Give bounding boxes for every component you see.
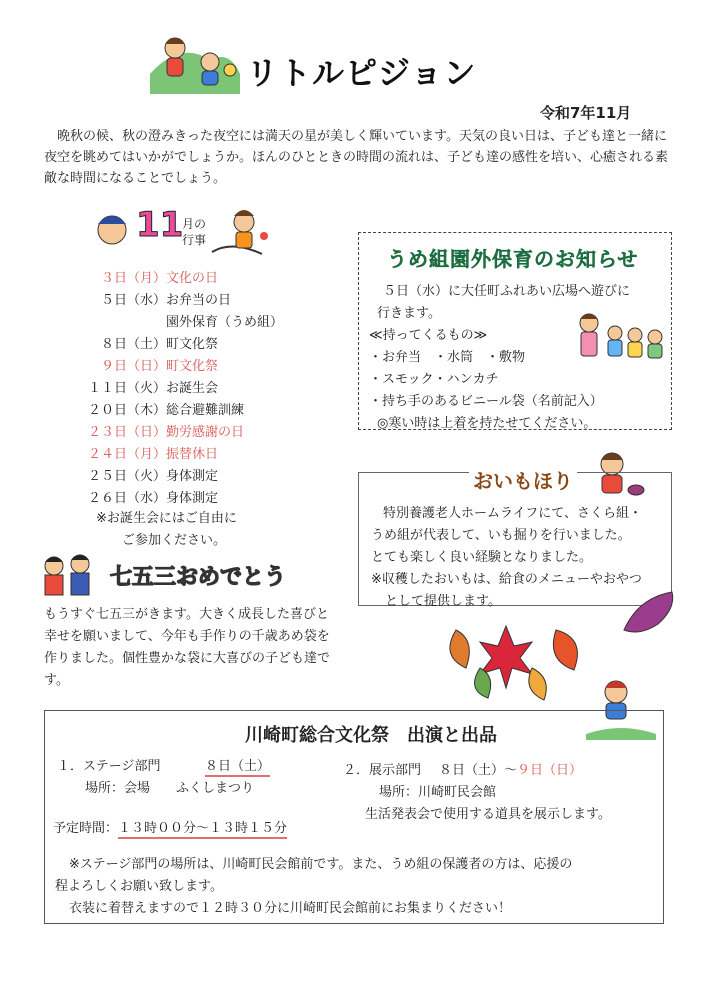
festival-note-3: 衣装に着替えますので１２時３０分に川崎町民会館前にお集まりください！ [69, 901, 512, 916]
festival-note-1: ※ステージ部門の場所は、川崎町民会館前です。また、うめ組の保護者の方は、応援の [69, 857, 573, 872]
event-text: 町文化祭 [166, 359, 219, 374]
festival-note-2: 程よろしくお願い致します。 [55, 879, 223, 894]
issue-date: 令和7年11月 [540, 104, 632, 122]
exhibit-label: ２．展示部門 [343, 763, 422, 778]
svg-text:月の: 月の [182, 217, 207, 231]
stage-label: １．ステージ部門 [57, 759, 161, 774]
newsletter-title: リトルピジョン [246, 54, 477, 92]
event-text: 園外保育（うめ組） [166, 315, 284, 330]
event-date: ５日（水） [100, 293, 166, 308]
outing-notice-box: うめ組園外保育のお知らせ ５日（水）に大任町ふれあい広場へ遊びに 行きます。 ≪持ってくるもの≫ ・お弁当 ・水筒 ・敷物 ・スモック・ハンカチ ・持ち手のあるビニール袋（名前記入） ◎寒い時は上着を持たせてください。 [358, 232, 672, 430]
festival-box [44, 710, 664, 924]
event-list [80, 268, 310, 510]
event-date: ２５日（火） [87, 469, 166, 484]
event-text: 勤労感謝の日 [166, 425, 245, 440]
event-text: 文化の日 [166, 271, 219, 286]
event-item [80, 400, 310, 422]
event-text: 身体測定 [166, 469, 219, 484]
event-date: ８日（土） [100, 337, 166, 352]
event-date: ９日（日） [100, 359, 166, 374]
event-date: ２４日（月） [87, 447, 166, 462]
event-text: 振替休日 [166, 447, 219, 462]
exhibit-place: 場所：川崎町民会館 [379, 785, 497, 800]
event-text: 町文化祭 [166, 337, 219, 352]
birthday-note: ※お誕生会にはご自由に ご参加ください。 [96, 511, 237, 548]
event-item [80, 488, 310, 510]
event-text: 身体測定 [166, 491, 219, 506]
event-item [80, 466, 310, 488]
svg-text:行事: 行事 [182, 233, 207, 247]
time-label: 予定時間： [53, 821, 119, 836]
running-children-illustration [150, 30, 240, 94]
event-item [80, 334, 310, 356]
event-item [80, 268, 310, 290]
shichigosan-heading-art [40, 550, 300, 598]
month-art-text: 11 [136, 205, 184, 245]
event-date: ２０日（木） [87, 403, 166, 418]
imo-title: おいもほり [469, 465, 577, 494]
event-item [80, 378, 310, 400]
event-date: ２３日（日） [87, 425, 166, 440]
shichigosan-paragraph: もうすぐ七五三がきます。大きく成長した喜びと幸せを願いまして、今年も手作りの千歳あめ袋を作りました。個性豊かな袋に大喜びの子ども達です。 [44, 607, 331, 688]
event-item [80, 444, 310, 466]
event-text: 総合避難訓練 [166, 403, 245, 418]
event-text: お弁当の日 [166, 293, 232, 308]
outing-title: うめ組園外保育のお知らせ [387, 247, 639, 271]
imo-report-box: おいもほり 特別養護老人ホームライフにて、さくら組・ うめ組が代表して、いも掘りを行いました。 とても楽しく良い経験となりました。 ※収穫したおいもは、給食のメニューやおやつ として提供します。 [358, 472, 672, 606]
exhibit-description: 生活発表会で使用する道具を展示します。 [365, 807, 611, 822]
time-value: １３時００分～１３時１５分 [118, 821, 287, 839]
event-date: １１日（火） [87, 381, 166, 396]
event-item [80, 422, 310, 444]
stage-place: 場所：会場 ふくしまつり [85, 781, 255, 796]
event-date: ２６日（水） [87, 491, 166, 506]
event-date: ３日（月） [100, 271, 166, 286]
intro-paragraph: 晩秋の候、秋の澄みきった夜空には満天の星が美しく輝いています。天気の良い日は、子ども達と一緒に夜空を眺めてはいかがでしょうか。ほんのひとときの時間の流れは、子ども達の感性を培い、心癒される素敵な時間になることでしょう。 [44, 129, 669, 186]
events-heading-art [92, 200, 272, 260]
event-item [80, 290, 310, 312]
walking-children-illustration [573, 309, 665, 369]
event-item [80, 312, 310, 334]
shichigosan-heading-text: 七五三おめでとう [110, 565, 287, 590]
stage-date: ８日（土） [205, 759, 270, 777]
exhibit-date-end: ９日（日） [517, 763, 583, 778]
event-text: お誕生会 [166, 381, 219, 396]
festival-title: 川崎町総合文化祭 出演と出品 [245, 725, 497, 746]
exhibit-date-start: ８日（土）～ [439, 763, 518, 778]
event-item [80, 356, 310, 378]
